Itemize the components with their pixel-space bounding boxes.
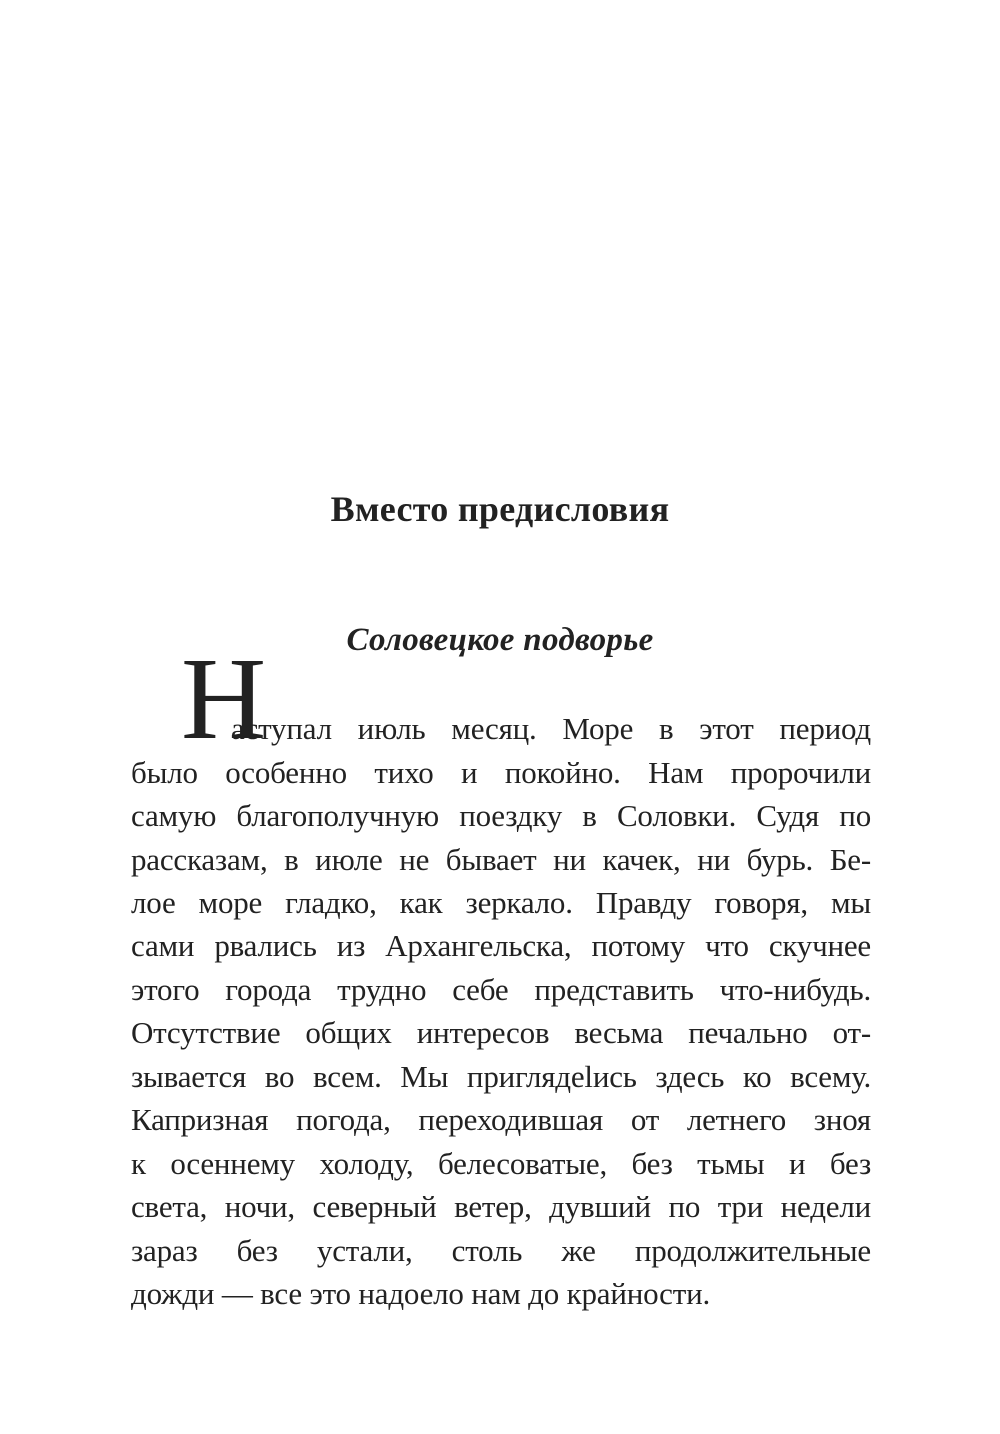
text-line: Отсутствие общих интересов весьма печально от- <box>131 1015 871 1050</box>
chapter-title: Вместо предисловия <box>330 489 670 529</box>
text-line: зараз без устали, столь же продолжительные <box>131 1233 871 1268</box>
text-line: Капризная погода, переходившая от летнего зноя <box>131 1102 871 1137</box>
drop-cap: Н <box>181 633 267 764</box>
text-line: этого города трудно себе представить что-нибудь. <box>131 972 871 1007</box>
text-line: рассказам, в июле не бывает ни качек, ни бурь. Бе- <box>131 842 871 877</box>
text-line: к осеннему холоду, белесоватые, без тьмы и без <box>131 1146 871 1181</box>
text-line: зывается во всем. Мы приглядеlись здесь ко всему. <box>131 1059 871 1094</box>
text-line: было особенно тихо и покойно. Нам пророчили <box>131 755 871 790</box>
text-line: аступал июль месяц. Море в этот период <box>231 711 871 746</box>
section-title: Соловецкое подворье <box>346 622 654 658</box>
text-line: самую благополучную поездку в Соловки. Судя по <box>131 798 871 833</box>
text-line: лое море гладко, как зеркало. Правду говоря, мы <box>131 885 871 920</box>
text-line: света, ночи, северный ветер, дувший по три недели <box>131 1189 871 1224</box>
text-line: дожди — все это надоело нам до крайности. <box>131 1276 711 1311</box>
text-line: сами рвались из Архангельска, потому что скучнее <box>131 928 871 963</box>
